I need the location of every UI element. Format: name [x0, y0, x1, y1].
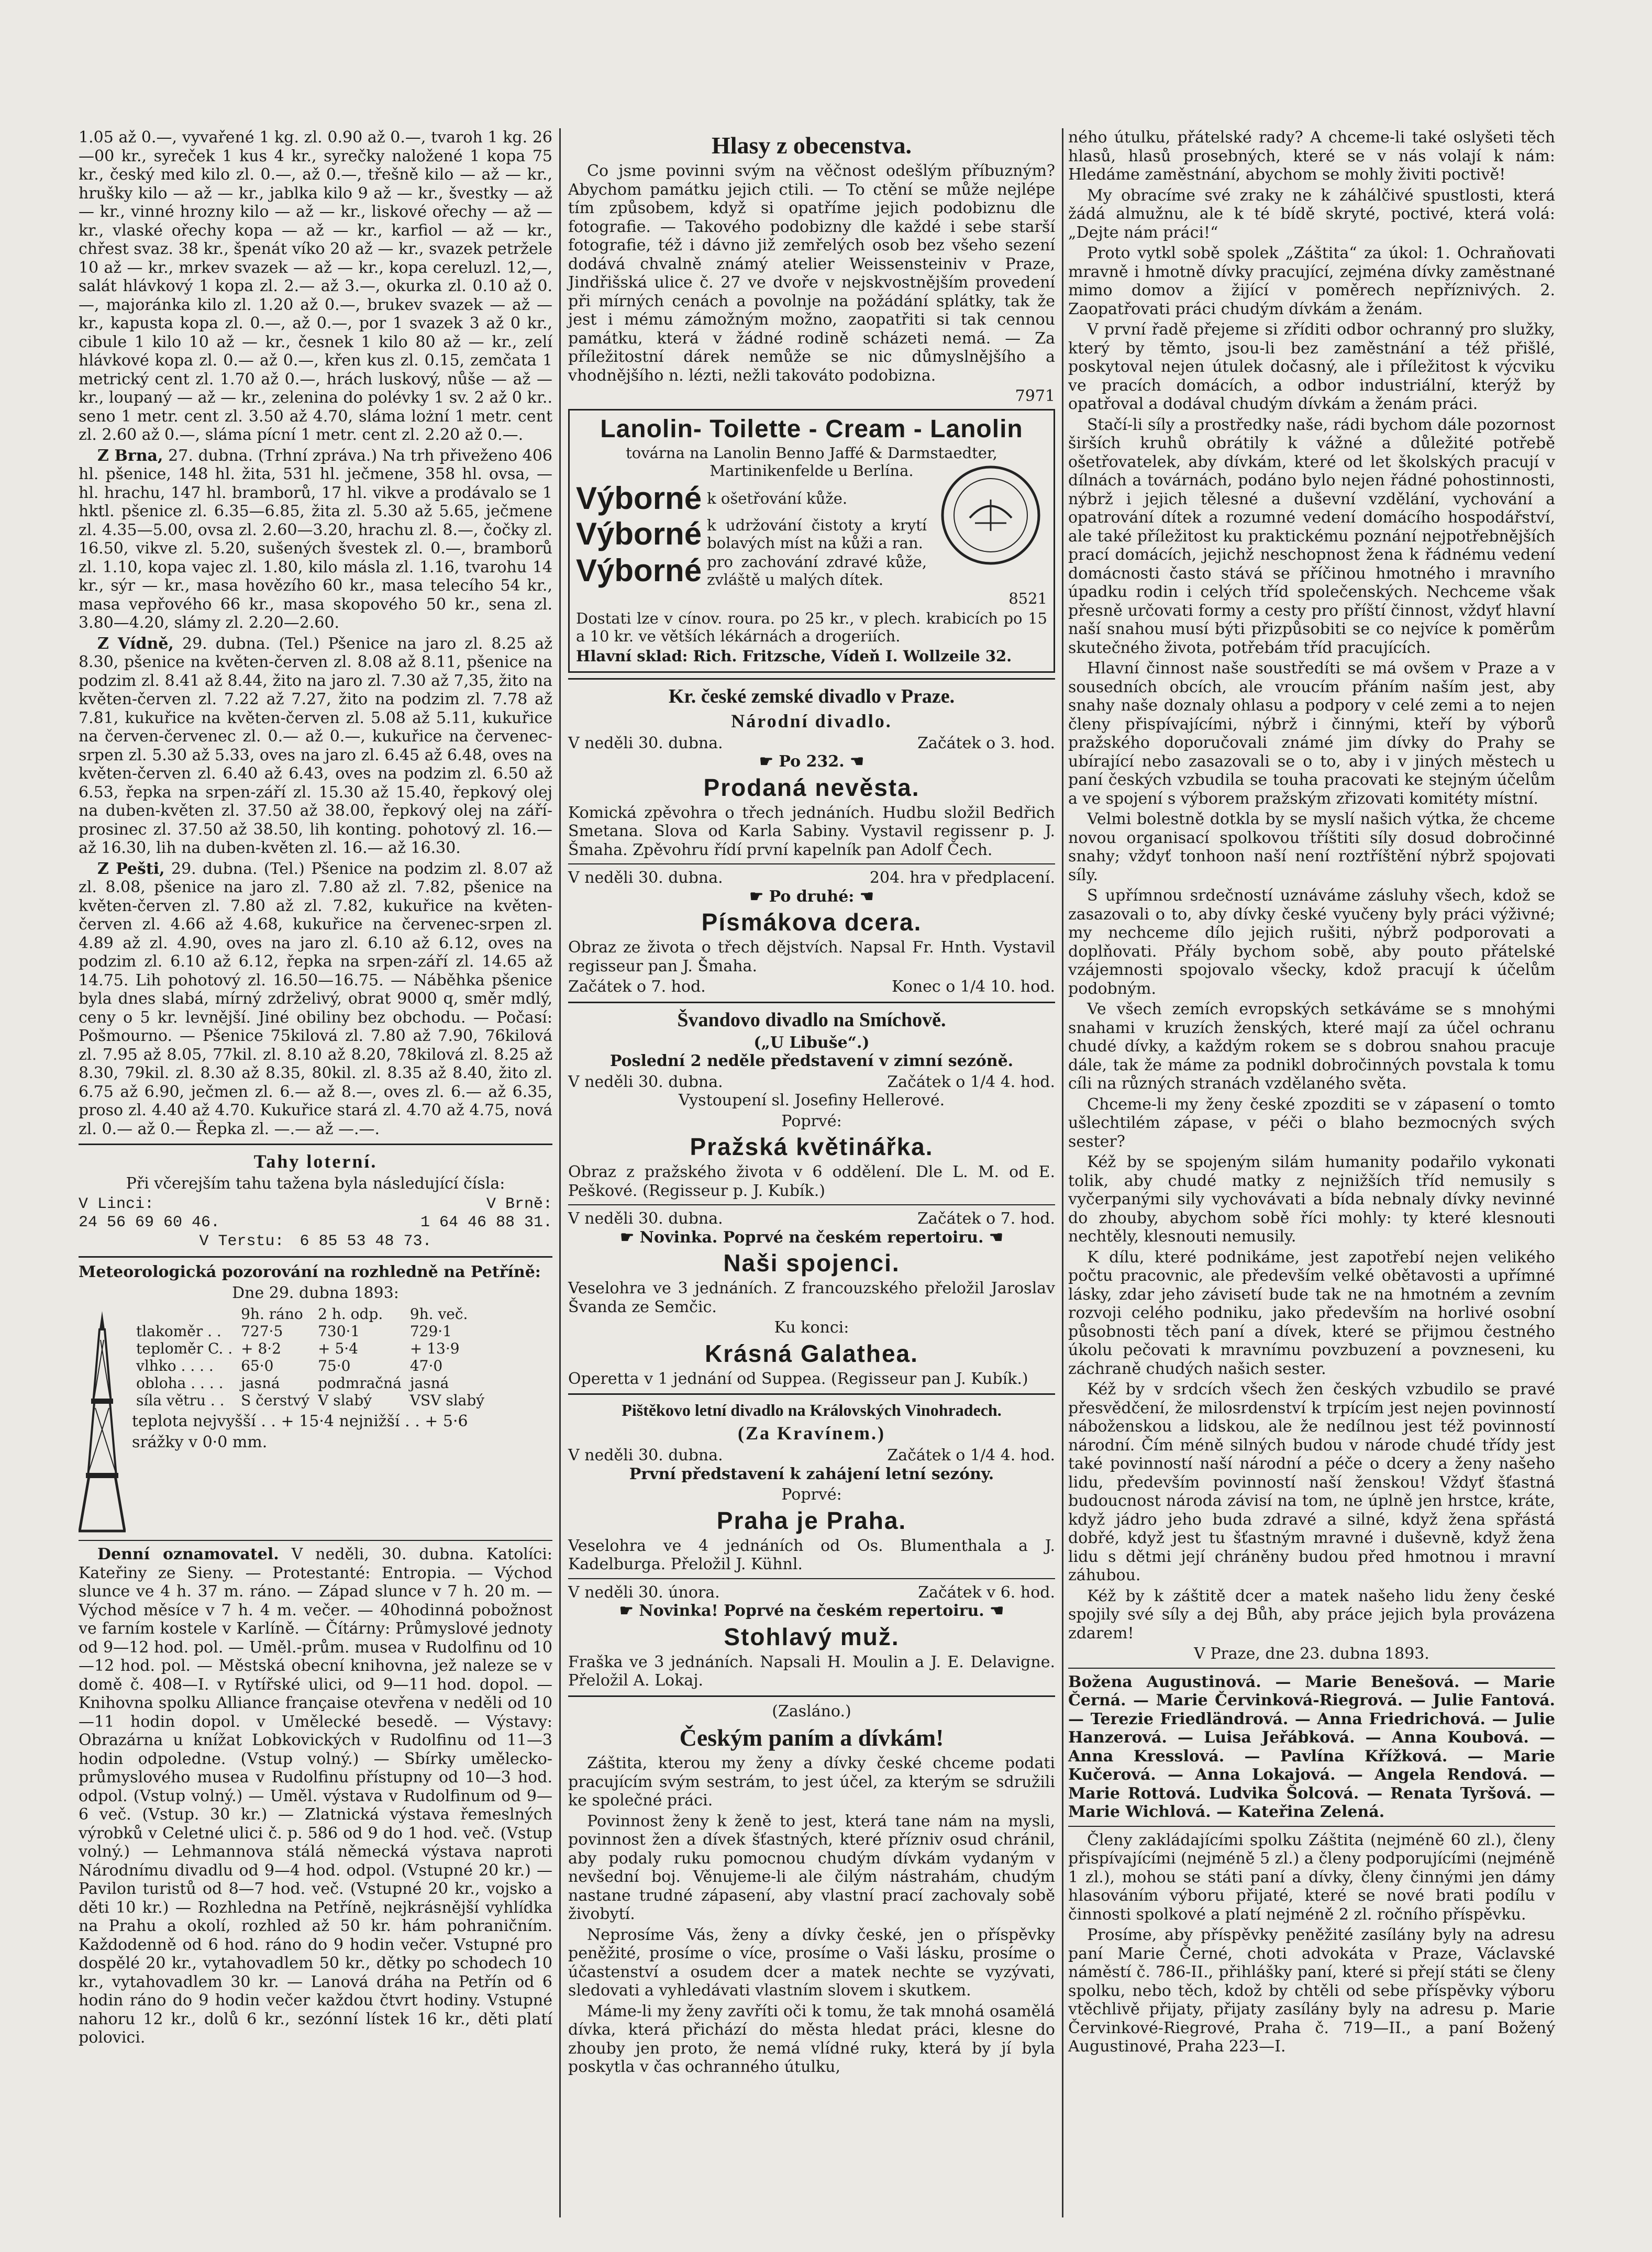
svanda-theatre-subtitle: („U Libuše“.)	[753, 1033, 870, 1052]
svanda-note: Poslední 2 neděle představení v zimní sezóně.	[609, 1052, 1014, 1070]
section-rule	[568, 1204, 1055, 1205]
play-times: Začátek o 7. hod. Konec o 1/4 10. hod.	[568, 978, 1055, 996]
section-rule	[568, 678, 1055, 680]
section-rule	[568, 1695, 1055, 1697]
play-stohlavy-muz: Stohlavý muž.	[724, 1623, 900, 1650]
national-theatre-time: V neděli 30. dubna. Začátek o 3. hod.	[568, 734, 1055, 752]
brno-market: Z Brna, 27. dubna. (Trhní zpráva.) Na trh přiveženo 406 hl. pšenice, 148 hl. žita, 531 hl. ječmene, 358 hl. ovsa, — hl. hrachu, 147 hl. bramborů, 17 hl. vikve a prodávalo se 1 hktl. pšenice zl. 6.35—6.85, žita zl. 5.30 až 5.65, ječmene zl. 4.35—5.00, ovsa zl. 2.60—3.20, hrachu zl. 8.—, čočky zl. 16.50, vikve zl. 5.20, sušených švestek zl. 0.—, bramborů zl. 1.10, kopa vajec zl. 1.80, kilo másla zl. 1.16, tvarohu 14 kr., sýr — kr., masa hovězího 60 kr., masa telecího 54 kr., masa vepřového 66 kr., masa skopového 50 kr., sena zl. 3.80—4.20, slámy zl. 2.20—2.60.	[79, 446, 553, 632]
national-theatre-subtitle: Národní divadlo.	[731, 710, 892, 731]
appeal-paragraph: Ve všech zemích evropských setkáváme se s mnohými snahami v kruzích ženských, které mají za účel ochranu chudé dívky, a každým rokem se s dobrou snahou pracuje dále, tak že máme za podnikl dobročinných povstala k tomu cíli na různých stranách vzdělaného světa.	[1068, 1000, 1555, 1093]
meteo-temperature-extremes: teplota nejvyšší . . + 15·4 nejnižší . . + 5·6	[132, 1412, 468, 1430]
daily-announcements: Denní oznamovatel. V neděli, 30. dubna. Katolíci: Kateřiny ze Sieny. — Protestanté: Entropia. — Východ slunce ve 4 h. 37 m. ráno. — Západ slunce v 7 h. 20 m. — Východ měsíce v 7 h. 4 m. večer. — 40hodinná pobožnost ve farním kostele v Karlíně. — Čítárny: Průmyslové jednoty od 9—12 hod. pol. — Uměl.-prům. musea v Rudolfinu od 10—12 hod. pol. — Městská obecní knihovna, jež naleze se v domě č. 408—I. v Rytířské ulici, od 9—11 hod. dopol. — Knihovna spolku Alliance française otevřena v neděli od 10—11 hodin dopol. v Umělecké besedě. — Výstavy: Obrazárna u knížat Lobkovických v Rudolfinu od 11—3 hodin odpoledne. (Vstup volný.) — Sbírky umělecko-průmyslového musea v Rudolfinu přístupny od 10—3 hod. odpol. (Vstup volný.) — Uměl. výstava v Rudolfinum od 9—6 več. (Vstup. 30 kr.) — Zlatnická výstava řemeslných výrobků v Celetné ulici č. p. 586 od 9 do 1 hod. več. (Vstup volný.) — Lehmannova stálá německá výstava naproti Národnímu divadlu od 9—4 hod. odpol. (Vstupné 20 kr.) — Pavilon turistů od 8—7 hod. več. (Vstupné 20 kr., vojsko a děti 10 kr.) — Rozhledna na Petříně, nejkrásnější vyhlídka na Prahu a okolí, rozhled až 50 kr. hám pohraničním. Každodenně od 6 hod. ráno do 9 hodin večer. Vstupné pro dospělé 20 kr., vytahovadlem 50 kr., dětky po schodech 10 kr., vytahovadlem 30 kr. — Lanová dráha na Petřín od 6 hodin ráno do 9 hodin večer každou čtvrt hodiny. Vstupné nahoru 12 kr., dolů 6 kr., sezónní lístek 16 kr., děti platí polovici.	[79, 1545, 552, 2047]
sent-label: (Zasláno.)	[772, 1702, 851, 1721]
section-rule	[79, 1256, 552, 1258]
newspaper-page	[79, 128, 1555, 2217]
hand-pointer-icon: ☛	[620, 1228, 640, 1247]
hand-pointer-icon: ☛	[759, 752, 779, 771]
svanda-evening: V neděli 30. dubna. Začátek o 7. hod.	[568, 1210, 1055, 1228]
lottery-row-trieste: V Terstu: 6 85 53 48 73.	[199, 1232, 432, 1250]
appeal-paragraph: Proto vytkl sobě spolek „Záštita“ za úkol: 1. Ochraňovati mravně i hmotně dívky pracující, zejména dívky zaměstnané mimo domov a žijící v poměrech nepříznivých. 2. Zaopatřovati práci chudým dívkám a ženám.	[1068, 244, 1555, 318]
meteo-row-sky: obloha . . . . jasná podmračná jasná	[136, 1374, 449, 1392]
appeal-date: V Praze, dne 23. dubna 1893.	[1194, 1645, 1429, 1663]
svanda-time: V neděli 30. dubna. Začátek o 1/4 4. hod.	[568, 1072, 1055, 1091]
play-description: Veselohra ve 3 jednáních. Z francouzského přeložil Jaroslav Švanda ze Semčic.	[568, 1279, 1055, 1316]
meteo-row-wind: síla větru . . S čerstvý V slabý VSV slabý	[136, 1392, 485, 1409]
meteo-block	[79, 1305, 552, 1536]
section-rule	[568, 863, 1055, 864]
play-praha-je-praha: Praha je Praha.	[716, 1506, 907, 1534]
meteo-precipitation: srážky v 0·0 mm.	[132, 1433, 268, 1451]
section-rule	[79, 1540, 552, 1541]
signatories: Božena Augustinová. — Marie Benešová. — Marie Černá. — Marie Červinková-Riegrová. — Julie Fantová. — Terezie Friedländrová. — Anna Friedrichová. — Julie Hanzerová. — Luisa Jeřábková. — Anna Koubová. — Anna Kresslová. — Pavlína Křížková. — Marie Kučerová. — Anna Lokajová. — Angela Rendová. — Marie Rottová. Ludvika Šolcová. — Renata Tyršová. — Marie Wichlová. — Kateřina Zelená.	[1068, 1672, 1555, 1821]
lanolin-trademark-seal	[938, 463, 1043, 568]
lanolin-claim-1: Výborné k ošetřování kůže.	[576, 480, 848, 516]
women-appeal-paragraph: Záštita, kterou my ženy a dívky české chceme podati pracujícím svým sestrám, to jest účel, za kterým se sdružili ke společné práci.	[568, 1754, 1055, 1810]
hand-pointer-icon: ☚	[984, 1602, 1004, 1620]
women-appeal-paragraph: Máme-li my ženy zavříti oči k tomu, že tak mnohá osamělá dívka, která přichází do města hledat práci, klesne do zhouby jen proto, že nemá vlídné ruky, která by jí byla poskytla v čas ochranného útulku,	[568, 2002, 1055, 2076]
meteo-row-temperature: teploměr C. . + 8·2 + 5·4 + 13·9	[136, 1340, 460, 1357]
svanda-novelty: ☛ Novinka. Poprvé na českém repertoiru. ☚	[620, 1228, 1003, 1247]
lanolin-advertisement	[568, 409, 1055, 673]
pistek-opening: První představení k zahájení letní sezóny.	[629, 1465, 994, 1483]
voices-ad-number: 7971	[1015, 387, 1055, 405]
donation-info: Prosíme, aby příspěvky peněžité zasílány byly na adresu paní Marie Černé, choti advokáta v Praze, Václavské náměstí č. 786-II., přihlášky paní, které si přejí státi se členy spolku, nebo těch, kdož by chtěli od sebe příspěvky výboru vtěchlivě přijaty, přijaty zasílány byly na adresu p. Marie Červinkové-Riegrové, Praha č. 719—II., a paní Božený Augustinové, Praha 223—I.	[1068, 1926, 1555, 2056]
lanolin-maker: továrna na Lanolin Benno Jaffé & Darmstaedter, Martinikenfelde u Berlína.	[626, 443, 997, 480]
section-rule	[568, 1578, 1055, 1579]
national-theatre-title: Kr. české zemské divadlo v Praze.	[668, 685, 955, 707]
lanolin-claim-3: Výborné pro zachování zdravé kůže, zvláště u malých dítek.	[576, 552, 927, 589]
appeal-paragraph: V první řadě přejeme si zříditi odbor ochranný pro služky, který by těmto, jsou-li bez zaměstnání a též přišlé, poskytoval nejen útulek dočasný, ale i příležitost k výcviku ve pracích domácích, a odbor industriální, kterýž by opatřoval a dodával chudým dívkám a ženám práci.	[1068, 320, 1555, 413]
column-rule	[559, 128, 561, 2217]
appeal-paragraph: ného útulku, přátelské rady? A chceme-li také oslyšeti těch hlasů, hlasů prosebných, které se v nás volají k nám: Hledáme zaměstnání, abychom se mohly živiti poctivě!	[1068, 128, 1555, 184]
play-krasna-galathea: Krásná Galathea.	[705, 1339, 918, 1367]
meteo-row-pressure: tlakoměr . . 727·5 730·1 729·1	[136, 1323, 452, 1340]
play-description: Obraz z pražského života v 6 oddělení. Dle L. M. od E. Peškové. (Regisseur p. J. Kubík.)	[568, 1163, 1055, 1200]
national-theatre-evening: V neděli 30. dubna. 204. hra v předplacení.	[568, 869, 1055, 887]
pistek-theatre-subtitle: (Za Kravínem.)	[738, 1423, 885, 1444]
pistek-theatre-title: Pištěkovo letní divadlo na Královských Vinohradech.	[622, 1401, 1002, 1419]
lottery-title: Tahy loterní.	[253, 1151, 378, 1172]
svanda-first: Poprvé:	[781, 1112, 842, 1130]
pistek-first: Poprvé:	[781, 1485, 842, 1504]
hand-pointer-icon: ☛	[619, 1602, 639, 1620]
hand-pointer-icon: ☛	[749, 887, 769, 906]
lottery-numbers-linz-brno: 24 56 69 60 46. 1 64 46 88 31.	[79, 1214, 552, 1232]
play-description: Fraška ve 3 jednáních. Napsali H. Moulin a J. E. Delavigne. Přeložil A. Lokaj.	[568, 1652, 1055, 1690]
appeal-paragraph: Kéž by se spojeným silám humanity podařilo vykonati tolik, aby chudé matky z nejnižších tříd nemusily s vyčerpanými sily vychovávati a bída nebnaly dívky nevinné do zhouby, abychom sobě říci mohly: ty které klesnouti nechtěly, klesnouti nemusily.	[1068, 1153, 1555, 1246]
play-description: Veselohra ve 4 jednáních od Os. Blumenthala a J. Kadelburga. Přeložil J. Kühnl.	[568, 1536, 1055, 1573]
women-appeal-title: Českým paním a dívkám!	[679, 1724, 944, 1751]
lottery-row-linz-brno: V Linci: V Brně:	[79, 1195, 552, 1213]
play-description: Operetta v 1 jednání od Suppea. (Regisseur pan J. Kubík.)	[568, 1369, 1028, 1388]
play-pismakova-dcera: Písmákova dcera.	[701, 908, 922, 936]
hand-pointer-icon: ☚	[854, 887, 874, 906]
appeal-paragraph: Chceme-li my ženy české zpozditi se v zápasení o tomto ušlechtilém zápase, v péči o blaho bezmocných svých sester?	[1068, 1095, 1555, 1151]
voices-text: Co jsme povinni svým na věčnost odešlým příbuzným? Abychom památku jejich ctili. — To ctění se může nejlépe tím způsobem, když si opatříme jejich podobiznu dle fotografie. — Takového podobizny dle každé i sebe starší fotografie, též i dávno již zemřelých osob bez všeho sezení dodává chvalně známý atelier Weissensteiniv v Praze, Jindřišská ulice č. 27 ve dvoře v nejskvostnějším provedení při mírných cenách a povolnje na požádání splátky, tak že jest i mému zámožným možno, zaopatřiti si tak cennou památku, která v žádné rodině scházeti nemá. — Za příležitostní dárek nemůže se nic důmyslnějšího a vhodnějšího n. lézti, nežli takováto podobizna.	[568, 162, 1055, 385]
svanda-theatre-title: Švandovo divadlo na Smíchově.	[677, 1008, 946, 1031]
second-time-label: ☛ Po druhé: ☚	[749, 887, 874, 906]
pest-market: Z Pešti, 29. dubna. (Tel.) Pšenice na podzim zl. 8.07 až zl. 8.08, pšenice na jaro zl. 7.80 až zl. 7.82, pšenice na květen-červen zl. 7.80 až zl. 7.82, kukuřice na květen-červen zl. 4.66 až 4.68, kukuřice na červenec-srpen zl. 4.89 až zl. 4.90, oves na jaro zl. 6.10 až 6.12, oves na podzim zl. 6.10 až 6.12, řepka na srpen-září zl. 14.65 až 14.75. Lih pohotový zl. 16.50—16.75. — Náběhka pšenice byla dnes slabá, mírný zdrželivý, obrat 9000 q, směr mdlý, ceny o 5 kr. levnější. Jiné obiliny bez obchodu. — Počasí: Pošmourno. — Pšenice 75kilová zl. 7.80 až 7.90, 76kilová zl. 7.95 až 8.05, 77kil. zl. 8.10 až 8.20, 78kilová zl. 8.25 až 8.30, 79kil. zl. 8.30 až 8.35, 80kil. zl. 8.35 až 8.40, žito zl. 6.75 až 6.90, ječmen zl. 6.— až 8.—, oves zl. 6.— až 6.35, proso zl. 4.40 až 4.70. Kukuřice stará zl. 4.70 až 4.75, nová zl. 0.— až 0.— Řepka zl. —.— až —.—.	[79, 859, 552, 1138]
appeal-paragraph: Kéž by k záštitě dcer a matek našeho lidu ženy české spojily své síly a dej Bůh, aby práce jejich byla provázena zdarem!	[1068, 1587, 1555, 1643]
appeal-paragraph: K dílu, které podnikáme, jest zapotřebí nejen velikého počtu pracovnic, ale především velké obětavosti a upřímné lásky, zdar jeho závisetí bude tak ne na hmotném a zevním rozvoji celého podniku, jako především na horlivé osobní působnosti těch paní a dívek, které se přijmou čestného úkolu pečovati k mravnímu povzbuzení a povzneseni, ku záchraně chudých našich sester.	[1068, 1248, 1555, 1378]
play-prazska-kvetinarka: Pražská květinářka.	[690, 1133, 934, 1160]
meteo-date: Dne 29. dubna 1893:	[232, 1283, 399, 1302]
women-appeal-paragraph: Neprosíme Vás, ženy a dívky české, jen o příspěvky peněžité, prosíme o více, prosíme o Vaši lásku, prosíme o účastenství a osudem dcer a matek nechte se vyzývati, sledovati a vyhledávati vlastním slovem i skutkem.	[568, 1925, 1055, 2000]
column-rule	[1062, 128, 1063, 2217]
column-1	[79, 128, 552, 2049]
section-rule	[1068, 1668, 1555, 1669]
petrin-tower-illustration	[79, 1308, 126, 1534]
lanolin-title: Lanolin- Toilette - Cream - Lanolin	[600, 415, 1023, 443]
column-3	[1068, 128, 1555, 2058]
play-description: Komická zpěvohra o třech jednáních. Hudbu složil Bedřich Smetana. Slova od Karla Sabiny. Vystavil regissenr p. J. Šmaha. Zpěvohru řídí první kapelník pan Adolf Čech.	[568, 803, 1055, 859]
lanolin-availability: Dostati lze v cínov. roura. po 25 kr., v plech. krabicích po 15 a 10 kr. ve větších lékárnách a drogeriích.	[576, 609, 1047, 645]
section-rule	[568, 1002, 1055, 1003]
column-2	[568, 128, 1055, 2079]
hand-pointer-icon: ☚	[844, 752, 864, 771]
membership-info: Členy zakládajícími spolku Záštita (nejméně 60 zl.), členy přispívajícími (nejméně 5 zl.) a členy podporujícími (nejméně 1 zl.), mohou se státi paní a dívky, členy činnými jen dámy hlasováním výboru přijaté, které se nové brati podílu v činnosti spolkové a platí nejméně 2 zl. ročního příspěvku.	[1068, 1831, 1555, 1924]
pistek-evening: V neděli 30. února. Začátek v 6. hod.	[568, 1583, 1055, 1602]
lanolin-ad-number: 8521	[1008, 589, 1047, 607]
appeal-paragraph: Velmi bolestně dotkla by se myslí našich výtka, že chceme novou organisací spolkovou tříštiti síly dosud dobročinné snahy; vždyť tonhoon naší není roztříštění nýbrž spojovati síly.	[1068, 810, 1555, 884]
market-prices-text: 1.05 až 0.—, vyvařené 1 kg. zl. 0.90 až 0.—, tvaroh 1 kg. 26—00 kr., syreček 1 kus 4 kr., syrečky naložené 1 kopa 75 kr., český med kilo zl. 0.—, až 0.—, třešně kilo — až — kr., hrušky kilo — až — kr., jablka kilo 9 až — kr., švestky — až — kr., vinné hrozny kilo — až — kr., liskové ořechy — až — kr., vlaské ořechy kopa — až — kr., karfiol — až — kr., chřest svaz. 38 kr., špenát víko 20 až — kr., svazek petržele 10 až — kr., mrkev svazek — až — kr., kopa cereluzl. 12,—, salát hlávkový 1 kopa zl. 2.— až 3.—, okurka zl. 0.10 až 0.—, majoránka kilo zl. 1.20 až 0.—, brukev svazek — až — kr., kapusta kopa zl. 0.—, až 0.—, por 1 svazek 3 až 0 kr., cibule 1 kilo 10 až — kr., česnek 1 kilo 80 až — kr., zelí hlávkové kopa zl. 0.— až 0.—, křen kus zl. 0.15, zemčata 1 metrický cent zl. 1.70 až 0.—, hrách luskový, nůše — až — kr., loupaný — až — kr., zelenina do polévky 1 sv. 2 až 0 kr.. seno 1 metr. cent zl. 3.50 až 4.70, sláma lożní 1 metr. cent zl. 2.60 až 0.—, sláma pícní 1 metr. cent zl. 2.20 až 0.—.	[79, 128, 552, 444]
appeal-paragraph: Stačí-li síly a prostředky naše, rádi bychom dále pozornost širších kruhů obrátily k vážné a důležité potřebě ošetřovatelek, aby dívkám, které od let školských pracují v dílnách a továrnách, podáno bylo nejen řádné pohostinnosti, nýbrž i jejich tělesné a duševní vzdělání, vychování a opatrování dítek a rozumné vedení domácího hospodářství, ale také příležitost ku praktickému poznání nejpotřebnějších prací domácích, jejichž neschopnost žena k řádnému vedení domácnosti často stává se příčinou hmotného i mravního úpadku rodin i celých tříd společenských. Nechceme však přesně určovati formy a cesty pro příští činnost, vždyť hlavní naší snahou musí býti přizpůsobiti se co nejvíce k poměrům skutečného života, potřebám tříd pracujících.	[1068, 415, 1555, 657]
hand-pointer-icon: ☚	[983, 1228, 1003, 1247]
section-rule	[568, 1393, 1055, 1395]
play-nasi-spojenci: Naši spojenci.	[723, 1249, 900, 1277]
svanda-guest: Vystoupení sl. Josefiny Hellerové.	[678, 1091, 945, 1110]
pistek-time: V neděli 30. dubna. Začátek o 1/4 4. hod.	[568, 1446, 1055, 1465]
meteo-row-humidity: vlhko . . . . 65·0 75·0 47·0	[136, 1357, 443, 1374]
meteo-table	[132, 1305, 489, 1409]
lanolin-claim-2: Výborné k udržování čistoty a krytí bolavých míst na kůži a ran.	[576, 516, 927, 552]
voices-title: Hlasy z obecenstva.	[711, 132, 912, 159]
meteo-title: Meteorologická pozorování na rozhledně na Petříně:	[79, 1263, 541, 1281]
women-appeal-paragraph: Povinnost ženy k ženě to jest, která tane nám na mysli, povinnost žen a dívek šťastných, které přízniv osud chránil, aby podaly ruku pomocnou chudým dívkám vydaným v nevšední boj. Věnujeme-li ale čilým nástrahám, chudým nastane trudné zápasení, aby vlastní prací zachovaly sobě živobytí.	[568, 1812, 1055, 1923]
national-theatre-number: ☛ Po 232. ☚	[759, 752, 864, 771]
vienna-market: Z Vídně, 29. dubna. (Tel.) Pšenice na jaro zl. 8.25 až 8.30, pšenice na květen-červen zl. 8.08 až 8.11, pšenice na podzim zl. 8.41 až 8.44, žito na jaro zl. 7.30 až 7,35, žito na květen-červen zl. 7.22 až 7.27, žito na podzim zl. 7.78 až 7.81, kukuřice na květen-červen zl. 5.08 až 5.11, kukuřice na červen-červenec zl. 0.— až 0.—, kukuřice na červenec-srpen zl. 5.30 až 5.33, oves na jaro zl. 6.45 až 6.48, oves na květen-červen zl. 6.40 až 6.43, oves na podzim zl. 6.50 až 6.53, řepka na srpen-září zl. 15.30 až 15.40, řepkový olej na duben-květen zl. 37.50 až 38.00, řepkový olej na září-prosinec zl. 37.50 až 38.50, lih konting. pohotový zl. 16.— až 16.30, lih na duben-květen zl. 16.— až 16.30.	[79, 634, 553, 857]
section-rule	[79, 1144, 552, 1145]
lottery-intro: Při včerejším tahu tažena byla následující čísla:	[126, 1174, 505, 1193]
lanolin-main-store: Hlavní sklad: Rich. Fritzsche, Vídeň I. Wollzeile 32.	[576, 647, 1012, 665]
play-description: Obraz ze života o třech dějstvích. Napsal Fr. Hnth. Vystavil regisseur pan J. Šmaha.	[568, 938, 1055, 975]
play-prodana-nevesta: Prodaná nevěsta.	[703, 773, 920, 801]
finale-label: Ku konci:	[774, 1318, 849, 1337]
appeal-paragraph: Kéž by v srdcích všech žen českých vzbudilo se pravé přesvědčení, že milosrdenství k trpícím jest nejen povinností náboženskou a lidskou, ale že nedílnou jest též povinností národní. Čím méně silných budou v národe chudé třídy jest také povinností naší národní a péče o dcery a ženy našeho lidu, především povinností naší ženskou! Vždyť šťastná budoucnost národa závisí na tom, ne úplně jen hrstce, kráte, když jádro jeho buda zdravé a silné, když žena spřástá dobřé, když jest tu šťastným mravné i duševně, když žena lidu s dětmi její chráněny budou před hmotnou i mravní záhubou.	[1068, 1380, 1555, 1584]
meteo-header-row: 9h. ráno 2 h. odp. 9h. več.	[241, 1305, 468, 1323]
appeal-paragraph: Hlavní činnost naše soustředíti se má ovšem v Praze a v sousedních obcích, ale vroucím přáním naším jest, aby snahy naše doznaly ohlasu a podpory v celé zemi a to nejen členy přispívajícími, nýbrž i činnými, kteří by výborů pražského doporučovali známé jim dívky do Prahy se ubírající nebo zasazovali se o to, aby i v jiných městech u paní českých vzbudila se touha pracovati ke stejným účelům a ve spojení s výborem pražským zřizovati komitéty místní.	[1068, 659, 1555, 808]
appeal-paragraph: My obracíme své zraky ne k záhálčivé spustlosti, která žádá almužnu, ale k té bídě skryté, poctivé, která volá: „Dejte nám práci!“	[1068, 186, 1555, 242]
appeal-paragraph: S upřímnou srdečností uznáváme zásluhy všech, kdož se zasazovali o to, aby dívky české vyučeny byly práci výživné; my nechceme dílo jejich rušiti, nýbrž podporovati a doplňovati. Přály bychom sobě, aby pouto přátelské vzájemnosti spojovalo všecky, kdož pracují k účelům podobným.	[1068, 886, 1555, 998]
pistek-novelty: ☛ Novinka! Poprvé na českém repertoiru. ☚	[619, 1602, 1004, 1620]
section-rule	[1068, 1826, 1555, 1827]
